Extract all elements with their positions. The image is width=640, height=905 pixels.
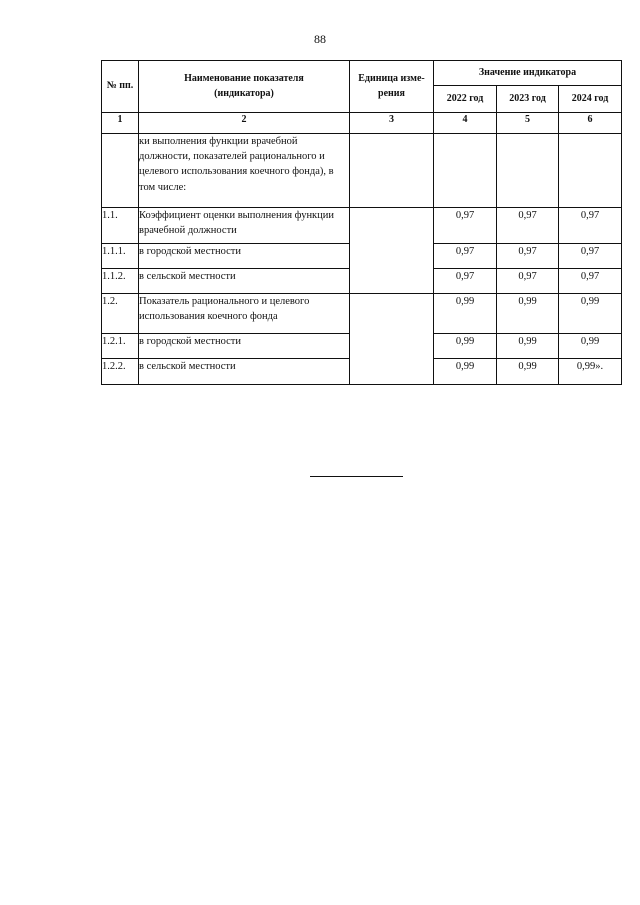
row-value-2024: 0,99	[559, 334, 622, 359]
row-value-2022	[434, 134, 497, 208]
row-num: 1.1.2.	[102, 269, 139, 294]
row-name: в сельской местности	[139, 359, 350, 385]
header-value: Значение индикатора	[434, 61, 622, 86]
row-name: Коэффициент оценки выполнения функции врачебной должности	[139, 208, 350, 244]
row-name: ки выполнения функции врачебной должности, показателей рационального и целевого использования коечного фонда), в том числе:	[139, 134, 350, 208]
row-value-2022: 0,97	[434, 244, 497, 269]
row-num	[102, 134, 139, 208]
header-unit-line1: Единица изме-	[358, 73, 425, 84]
row-value-2024: 0,99	[559, 294, 622, 334]
row-num: 1.2.	[102, 294, 139, 334]
row-unit	[350, 134, 434, 208]
row-value-2022: 0,99	[434, 359, 497, 385]
column-number: 5	[497, 113, 559, 134]
table-row	[102, 208, 622, 244]
page-number: 88	[314, 32, 326, 46]
row-value-2023: 0,99	[497, 294, 559, 334]
row-unit	[350, 294, 434, 385]
row-value-2023: 0,97	[497, 208, 559, 244]
row-num: 1.2.1.	[102, 334, 139, 359]
header-name	[139, 61, 350, 113]
row-num: 1.2.2.	[102, 359, 139, 385]
row-value-2023	[497, 134, 559, 208]
indicator-table	[101, 60, 622, 385]
row-value-2022: 0,97	[434, 208, 497, 244]
row-value-2024: 0,97	[559, 269, 622, 294]
row-name: Показатель рационального и целевого использования коечного фонда	[139, 294, 350, 334]
column-number: 1	[102, 113, 139, 134]
header-unit	[350, 61, 434, 113]
column-number-row	[102, 113, 622, 134]
header-year-2024: 2024 год	[559, 86, 622, 113]
row-name: в городской местности	[139, 244, 350, 269]
table-row	[102, 134, 622, 208]
row-value-2022: 0,99	[434, 294, 497, 334]
row-num: 1.1.	[102, 208, 139, 244]
row-num: 1.1.1.	[102, 244, 139, 269]
row-value-2023: 0,97	[497, 269, 559, 294]
table-row	[102, 294, 622, 334]
header-name-line2: (индикатора)	[214, 87, 274, 99]
row-value-2022: 0,99	[434, 334, 497, 359]
row-value-2024	[559, 134, 622, 208]
column-number: 6	[559, 113, 622, 134]
header-year-2023: 2023 год	[497, 86, 559, 113]
row-value-2024: 0,97	[559, 208, 622, 244]
end-divider-line	[310, 476, 403, 477]
row-name: в городской местности	[139, 334, 350, 359]
header-name-line1: Наименование показателя	[184, 73, 304, 84]
header-unit-line2: рения	[378, 87, 405, 99]
column-number: 3	[350, 113, 434, 134]
header-num: № пп.	[102, 61, 139, 113]
header-year-2022: 2022 год	[434, 86, 497, 113]
column-number: 4	[434, 113, 497, 134]
row-value-2023: 0,99	[497, 334, 559, 359]
row-value-2024: 0,97	[559, 244, 622, 269]
row-unit	[350, 208, 434, 294]
row-value-2022: 0,97	[434, 269, 497, 294]
column-number: 2	[139, 113, 350, 134]
row-value-2023: 0,99	[497, 359, 559, 385]
row-value-2023: 0,97	[497, 244, 559, 269]
row-name: в сельской местности	[139, 269, 350, 294]
row-value-2024: 0,99».	[559, 359, 622, 385]
